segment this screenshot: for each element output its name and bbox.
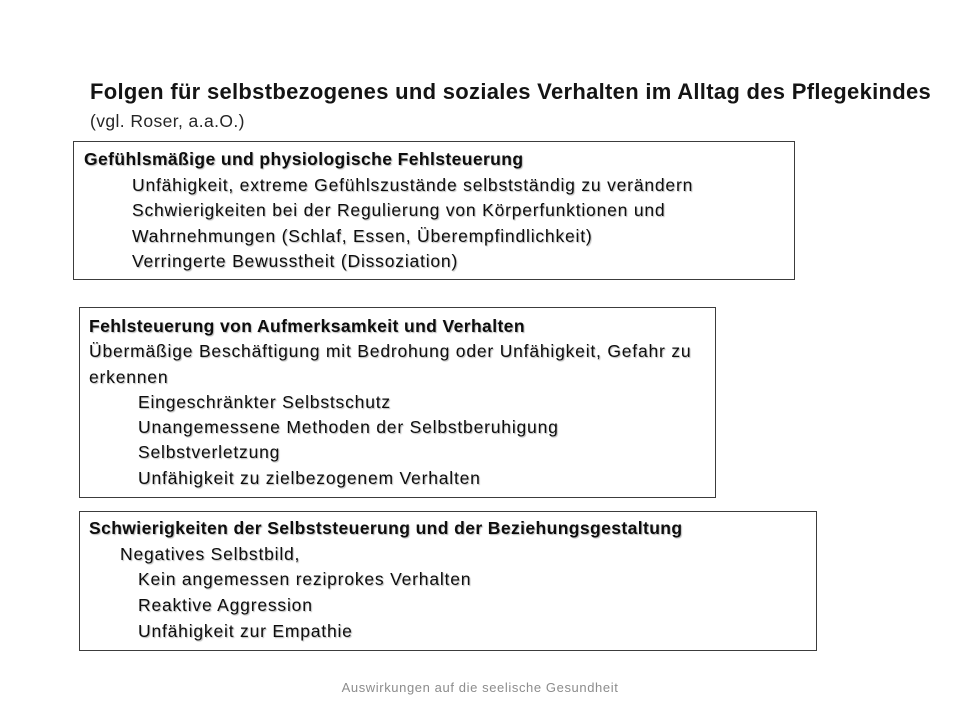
slide-subtitle: (vgl. Roser, a.a.O.) xyxy=(90,111,245,131)
box-intro-line: Übermäßige Beschäftigung mit Bedrohung oder Unfähigkeit, Gefahr zu xyxy=(89,341,692,362)
box-heading: Gefühlsmäßige und physiologische Fehlsteuerung xyxy=(84,149,524,169)
box-intro-line: Negatives Selbstbild, xyxy=(120,543,301,564)
box-line: Selbstverletzung xyxy=(138,442,281,463)
box-attention-behavior-dysregulation xyxy=(79,307,716,498)
box-emotional-physiological-dysregulation xyxy=(73,141,795,280)
box-line: Verringerte Bewusstheit (Dissoziation) xyxy=(132,251,459,271)
box-line: Unfähigkeit zu zielbezogenem Verhalten xyxy=(138,467,481,488)
box-self-regulation-relationship-difficulties xyxy=(79,511,817,651)
box-line: Reaktive Aggression xyxy=(138,595,313,616)
box-line: Unfähigkeit zur Empathie xyxy=(138,620,353,641)
box-line: Unfähigkeit, extreme Gefühlszustände selbstständig zu verändern xyxy=(132,174,694,195)
slide-title: Folgen für selbstbezogenes und soziales Verhalten im Alltag des Pflegekindes xyxy=(90,79,932,104)
box-line: Kein angemessen reziprokes Verhalten xyxy=(138,569,472,590)
box-line: Eingeschränkter Selbstschutz xyxy=(138,391,391,412)
slide-footer: Auswirkungen auf die seelische Gesundheit xyxy=(341,680,619,695)
box-line: Schwierigkeiten bei der Regulierung von Körperfunktionen und xyxy=(132,200,666,220)
box-intro-line: erkennen xyxy=(89,366,169,387)
box-line: Wahrnehmungen (Schlaf, Essen, Überempfindlichkeit) xyxy=(132,225,593,246)
box-heading: Schwierigkeiten der Selbststeuerung und der Beziehungsgestaltung xyxy=(89,518,683,538)
box-line: Unangemessene Methoden der Selbstberuhigung xyxy=(138,417,559,438)
box-heading: Fehlsteuerung von Aufmerksamkeit und Verhalten xyxy=(89,316,525,336)
